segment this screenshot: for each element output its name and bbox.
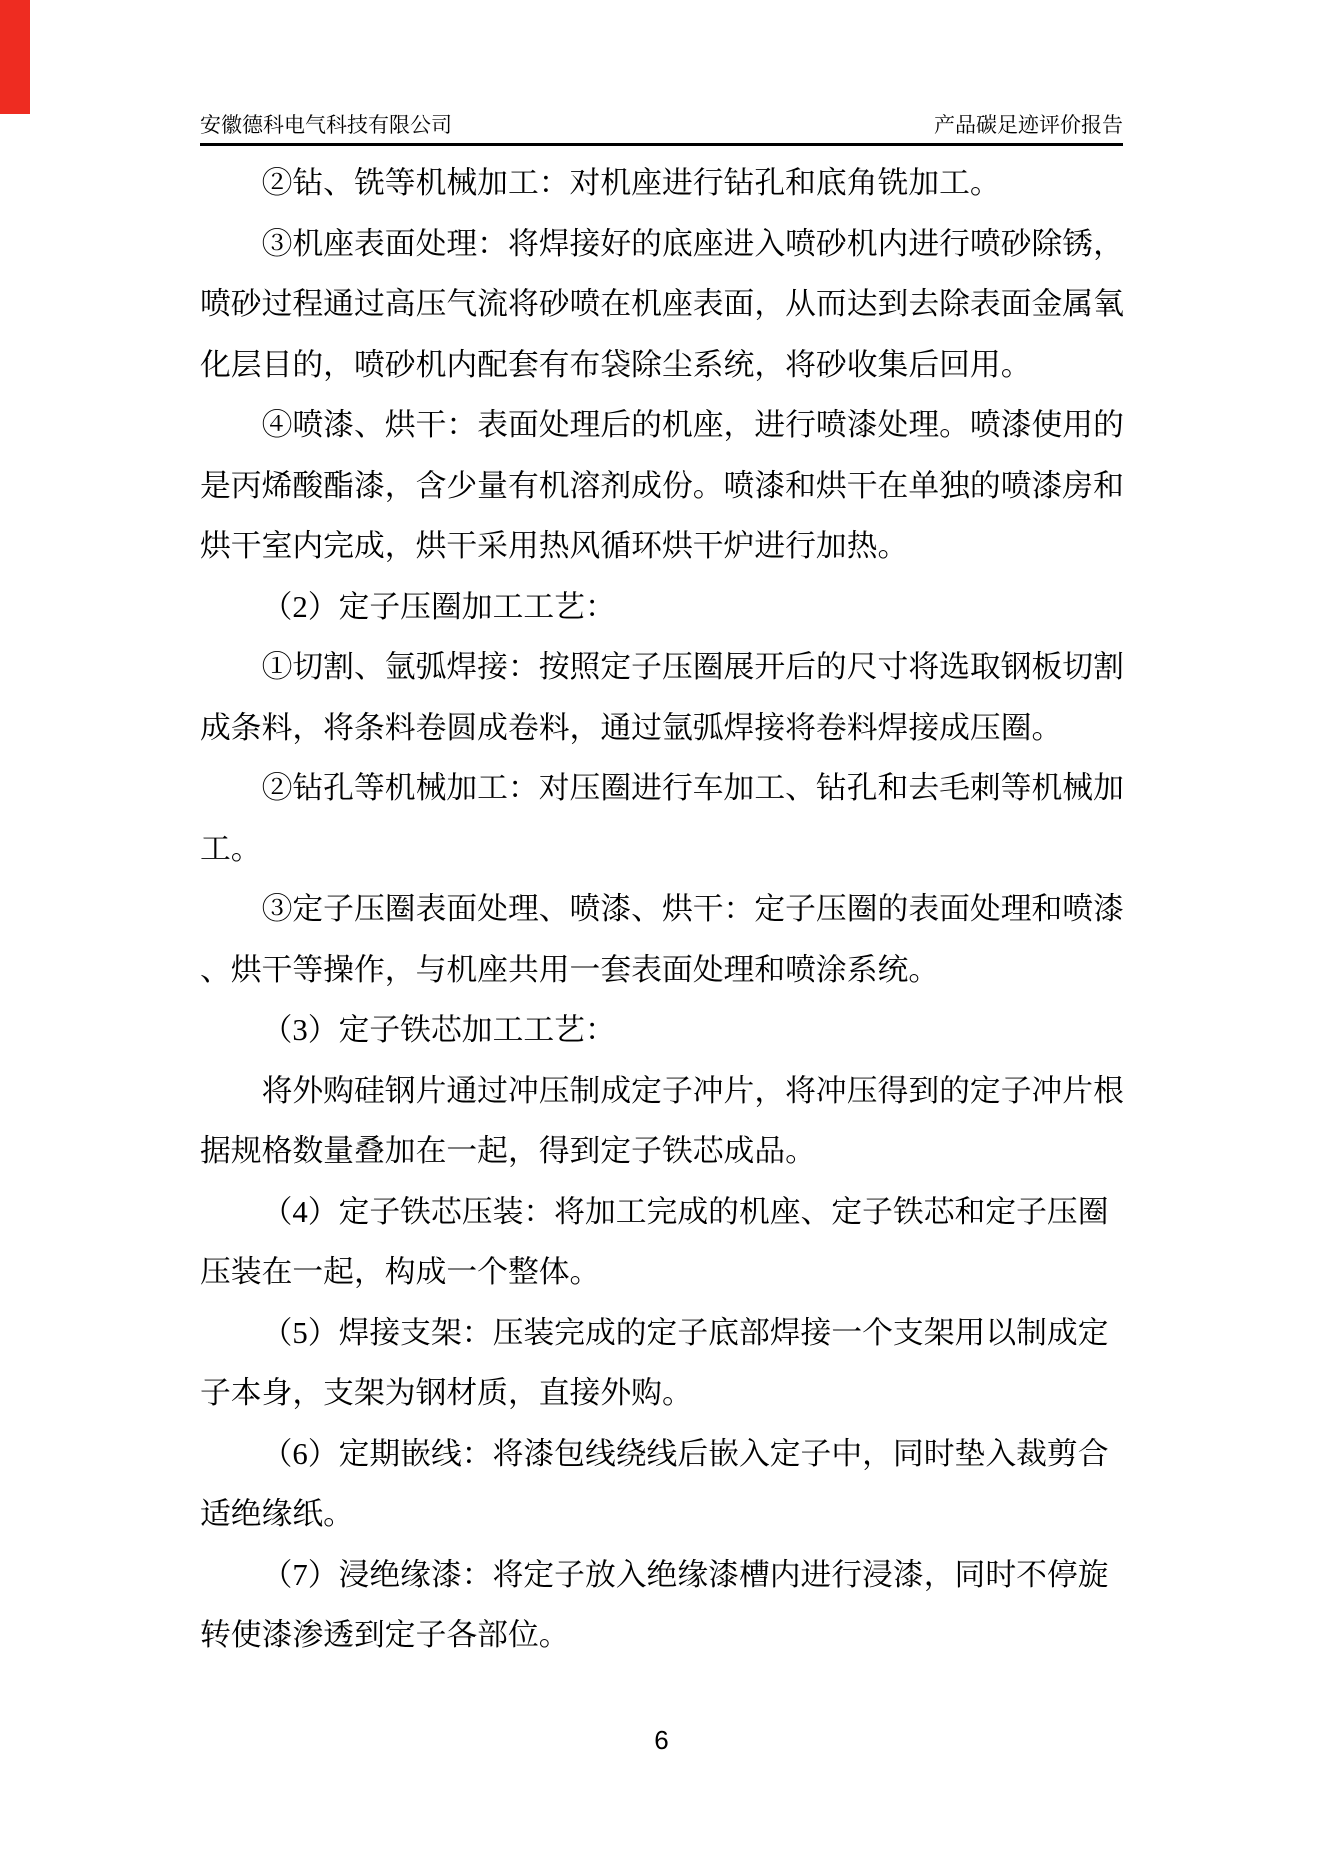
text-line: （5）焊接支架：压装完成的定子底部焊接一个支架用以制成定 bbox=[261, 1315, 1109, 1350]
text-line: （2）定子压圈加工工艺： bbox=[261, 589, 616, 624]
page-number: 6 bbox=[654, 1725, 669, 1755]
header-report-title: 产品碳足迹评价报告 bbox=[934, 112, 1123, 137]
page-footer bbox=[0, 1722, 1323, 1758]
text-line: （3）定子铁芯加工工艺： bbox=[261, 1013, 616, 1047]
text-line: 工。 bbox=[200, 831, 262, 866]
text-line: 适绝缘纸。 bbox=[200, 1497, 354, 1531]
page-header bbox=[200, 85, 1123, 146]
red-bookmark-marker bbox=[0, 0, 30, 114]
text-line: ①切割、氩弧焊接：按照定子压圈展开后的尺寸将选取钢板切割 bbox=[261, 650, 1124, 684]
text-line: 转使漆渗透到定子各部位。 bbox=[200, 1618, 570, 1652]
text-line: ④喷漆、烘干：表面处理后的机座，进行喷漆处理。喷漆使用的 bbox=[261, 408, 1124, 442]
text-line: 、烘干等操作，与机座共用一套表面处理和喷涂系统。 bbox=[200, 952, 940, 987]
text-line: 成条料，将条料卷圆成卷料，通过氩弧焊接将卷料焊接成压圈。 bbox=[200, 710, 1063, 745]
text-line: 化层目的，喷砂机内配套有布袋除尘系统，将砂收集后回用。 bbox=[200, 347, 1032, 382]
header-company-name: 安徽德科电气科技有限公司 bbox=[200, 112, 452, 137]
text-line: 喷砂过程通过高压气流将砂喷在机座表面，从而达到去除表面金属氧 bbox=[200, 287, 1124, 321]
text-line: （6）定期嵌线：将漆包线绕线后嵌入定子中，同时垫入裁剪合 bbox=[261, 1436, 1109, 1471]
text-line: 将外购硅钢片通过冲压制成定子冲片，将冲压得到的定子冲片根 bbox=[261, 1073, 1124, 1108]
text-line: 是丙烯酸酯漆，含少量有机溶剂成份。喷漆和烘干在单独的喷漆房和 bbox=[200, 468, 1124, 503]
text-line: （7）浸绝缘漆：将定子放入绝缘漆槽内进行浸漆，同时不停旋 bbox=[261, 1557, 1109, 1592]
text-line: ③定子压圈表面处理、喷漆、烘干：定子压圈的表面处理和喷漆 bbox=[261, 892, 1124, 926]
text-line: 子本身，支架为钢材质，直接外购。 bbox=[200, 1376, 693, 1410]
text-line: ③机座表面处理：将焊接好的底座进入喷砂机内进行喷砂除锈， bbox=[261, 226, 1124, 261]
text-line: ②钻孔等机械加工：对压圈进行车加工、钻孔和去毛刺等机械加 bbox=[261, 771, 1124, 805]
text-line: ②钻、铣等机械加工：对机座进行钻孔和底角铣加工。 bbox=[261, 166, 1001, 200]
document-body bbox=[200, 153, 1123, 1666]
text-line: 压装在一起，构成一个整体。 bbox=[200, 1255, 601, 1289]
text-line: 烘干室内完成，烘干采用热风循环烘干炉进行加热。 bbox=[200, 529, 909, 563]
text-line: 据规格数量叠加在一起，得到定子铁芯成品。 bbox=[200, 1134, 816, 1168]
text-line: （4）定子铁芯压装：将加工完成的机座、定子铁芯和定子压圈 bbox=[261, 1194, 1109, 1229]
